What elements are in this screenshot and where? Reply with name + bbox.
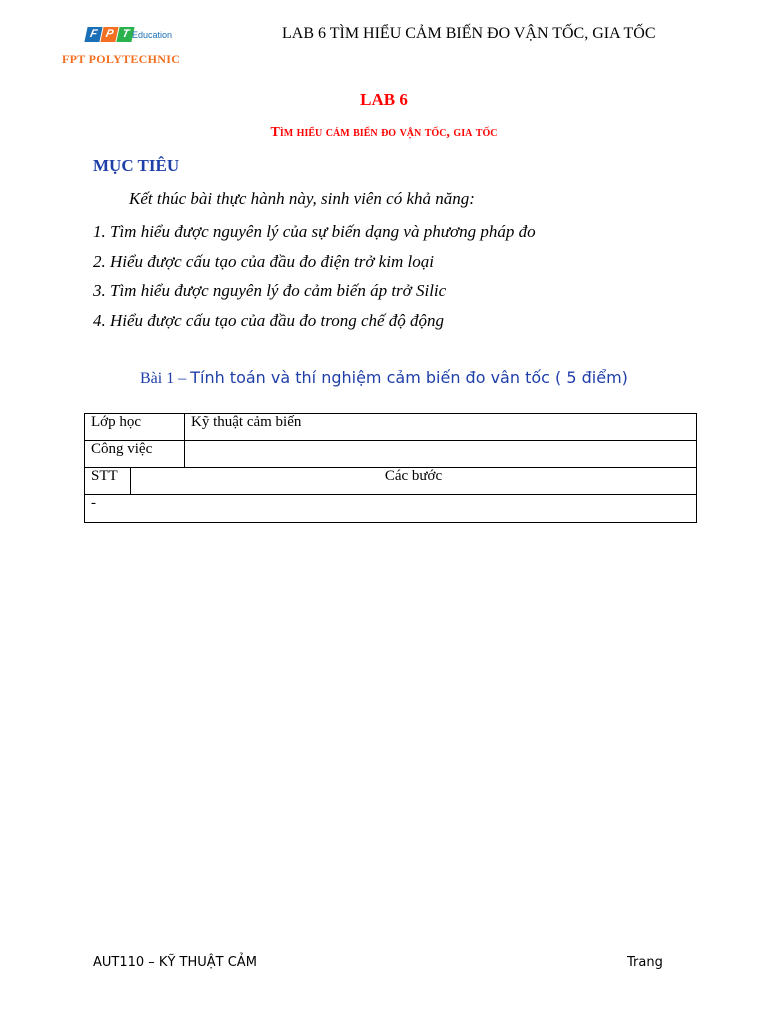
objective-item: 2. Hiểu được cấu tạo của đầu đo điện trở kim loại (93, 251, 434, 271)
logo-tile-p: P (100, 27, 118, 42)
task-label-cell: Công việc (85, 441, 185, 467)
objectives-list (93, 222, 536, 340)
class-label-cell: Lớp học (85, 414, 185, 440)
steps-header-cell: Các bước (384, 468, 443, 484)
exercise-title: Tính toán và thí nghiệm cảm biến đo vân tốc ( 5 điểm) (190, 368, 628, 387)
running-header-title: LAB 6 TÌM HIỂU CẢM BIẾN ĐO VẬN TỐC, GIA TỐC (282, 25, 656, 42)
table-row-class (85, 414, 696, 441)
exercise-heading (140, 368, 628, 388)
stt-header-cell: STT (85, 468, 131, 494)
fpt-polytechnic-logo (62, 24, 194, 68)
logo-tile-t: T (116, 27, 134, 42)
footer-course-code: AUT110 – KỸ THUẬT CẢM (93, 955, 257, 970)
objectives-heading: MỤC TIÊU (93, 156, 180, 175)
objective-item: 4. Hiểu được cấu tạo của đầu đo trong chế độ động (93, 310, 445, 330)
task-value-cell (185, 441, 696, 467)
objectives-intro: Kết thúc bài thực hành này, sinh viên có khả năng: (129, 189, 475, 208)
logo-education-text: Education (132, 30, 173, 40)
table-row-task (85, 441, 696, 468)
table-row-header (85, 468, 696, 495)
logo-polytechnic-text: FPT POLYTECHNIC (62, 52, 181, 66)
lab-title: LAB 6 (360, 90, 408, 109)
lab-subtitle: Tìm hiểu cảm biến đo vận tốc, gia tốc (270, 125, 498, 140)
lab-info-table (84, 413, 697, 523)
objective-item: 1. Tìm hiểu được nguyên lý của sự biến dạng và phương pháp đo (93, 222, 536, 241)
logo-tile-f: F (84, 27, 102, 42)
exercise-number: Bài 1 – (140, 370, 191, 387)
footer-page-label: Trang (627, 955, 663, 970)
fpt-logo-tiles (86, 27, 133, 42)
objective-item: 3. Tìm hiểu được nguyên lý đo cảm biến áp trở Silic (93, 281, 447, 300)
table-row-step (85, 495, 696, 522)
step-row-cell: - (91, 495, 96, 511)
class-value-cell: Kỹ thuật cảm biến (191, 414, 302, 430)
